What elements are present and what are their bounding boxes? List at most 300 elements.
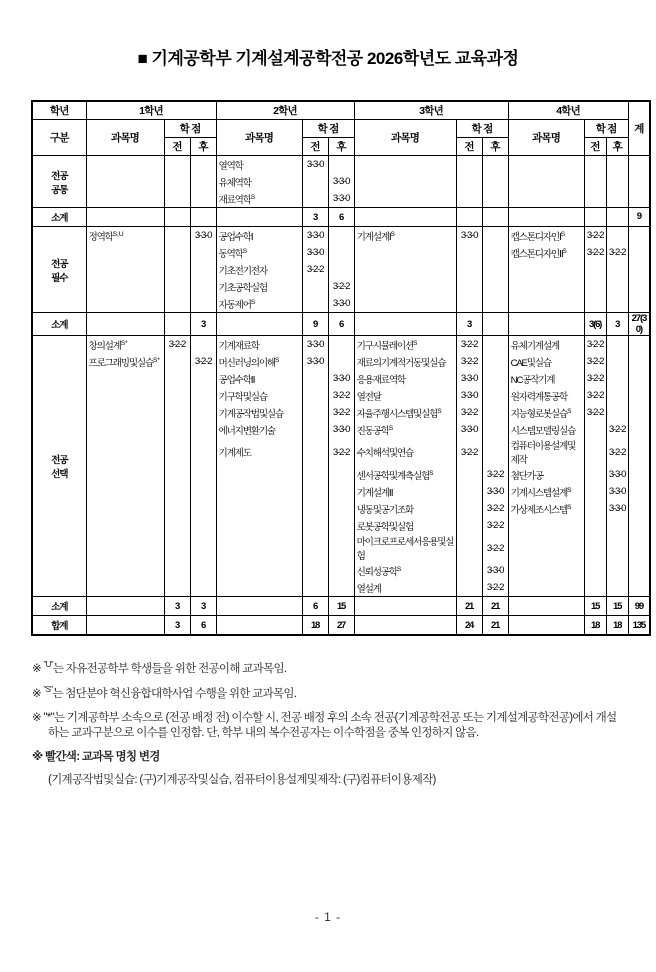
credit-second-cell (482, 173, 508, 190)
credit-second-cell (328, 579, 354, 597)
credit-second-cell (482, 156, 508, 174)
course-name: 기초전기전자 (218, 265, 267, 277)
credit-first-cell (164, 562, 190, 579)
credit-second-cell (190, 466, 216, 483)
course-name-cell (86, 562, 164, 579)
credit-first-cell (302, 190, 328, 208)
course-row (32, 370, 650, 387)
grand-total-row-first-y1: 3 (164, 616, 190, 636)
subtotal-row-second-y4: 15 (606, 597, 628, 616)
course-marker: S,U (112, 230, 124, 238)
credit-first-cell: 3-2-2 (456, 353, 482, 370)
course-marker: S (396, 565, 402, 573)
header-category-label: 구분 (32, 120, 86, 156)
credit-second-cell (190, 500, 216, 517)
course-name-cell (86, 421, 164, 438)
credit-first-cell: 3-2-2 (584, 387, 606, 404)
credit-second-cell (606, 336, 628, 354)
subtotal-row-first-y4: 15 (584, 597, 606, 616)
grand-total-row-second-y3: 21 (482, 616, 508, 636)
course-name-cell (508, 534, 584, 562)
credit-first-cell (164, 483, 190, 500)
credit-second-cell (482, 404, 508, 421)
course-name: 기계설계Ⅰ (356, 231, 391, 243)
category-line: 공통 (51, 184, 68, 196)
course-name-cell (508, 353, 584, 370)
header-credit-label-3: 학 점 (456, 120, 508, 138)
credit-first-cell: 3-2-2 (584, 370, 606, 387)
course-name-cell (354, 483, 456, 500)
course-name-cell (216, 483, 302, 500)
course-name: 재료의기계적거동및실습 (356, 357, 446, 369)
course-name: 컴퓨터이용설계및제작 (510, 441, 576, 467)
credit-first-cell (584, 190, 606, 208)
credit-second-cell (606, 190, 628, 208)
header-year-label: 학년 (32, 101, 86, 120)
subtotal-row-first-y4: 3(6) (584, 313, 606, 336)
course-marker: S* (120, 339, 128, 347)
course-name-cell (216, 227, 302, 245)
course-marker: S (560, 230, 565, 238)
footnote-line (32, 685, 626, 702)
credit-first-cell (164, 387, 190, 404)
course-row (32, 278, 650, 295)
course-name: 캡스톤디자인Ⅰ (510, 231, 561, 243)
credit-second-cell (482, 190, 508, 208)
credit-second-cell: 3-2-2 (606, 438, 628, 466)
credit-first-cell (164, 466, 190, 483)
course-name: 수치해석및연습 (356, 448, 414, 460)
credit-first-cell (302, 579, 328, 597)
credit-first-cell (302, 466, 328, 483)
credit-first-cell: 3-3-0 (302, 156, 328, 174)
credit-first-cell (302, 278, 328, 295)
header-course-label-3: 과목명 (354, 120, 456, 156)
course-name-cell (216, 562, 302, 579)
credit-second-cell (328, 517, 354, 534)
course-name-cell (216, 579, 302, 597)
credit-first-cell: 3-2-2 (302, 261, 328, 278)
credit-first-cell (584, 517, 606, 534)
course-name: 기구시뮬레이션 (356, 340, 414, 352)
course-name-cell (508, 244, 584, 261)
credit-first-cell (456, 517, 482, 534)
course-name: 정역학 (88, 231, 113, 243)
course-name-cell (354, 336, 456, 354)
header-second-sem-4: 후 (606, 138, 628, 156)
credit-first-cell (302, 370, 328, 387)
credit-second-cell (606, 404, 628, 421)
credit-first-cell (302, 534, 328, 562)
course-name-cell (216, 190, 302, 208)
course-row (32, 466, 650, 483)
credit-first-cell (584, 156, 606, 174)
credit-second-cell (190, 517, 216, 534)
subtotal-row-spacer-y3 (354, 597, 456, 616)
credit-first-cell (456, 278, 482, 295)
course-name-cell (508, 404, 584, 421)
credit-second-cell (328, 244, 354, 261)
grand-total-row-label: 합계 (32, 616, 86, 636)
credit-first-cell (164, 190, 190, 208)
subtotal-row-spacer-y2 (216, 313, 302, 336)
course-name: 로봇공학및실험 (356, 521, 414, 533)
credit-second-cell (606, 261, 628, 278)
credit-first-cell: 3-2-2 (584, 244, 606, 261)
course-name-cell (86, 466, 164, 483)
credit-second-cell (190, 295, 216, 313)
course-name-cell (216, 278, 302, 295)
credit-first-cell (164, 261, 190, 278)
course-marker: S (242, 247, 248, 255)
course-name: 창의설계 (88, 340, 121, 352)
subtotal-row-spacer-y4 (508, 313, 584, 336)
credit-first-cell (584, 483, 606, 500)
grand-total-row-second-y2: 27 (328, 616, 354, 636)
header-second-sem-3: 후 (482, 138, 508, 156)
header-credit-label-1: 학 점 (164, 120, 216, 138)
credit-first-cell: 3-3-0 (456, 227, 482, 245)
credit-second-cell: 3-3-0 (328, 370, 354, 387)
course-marker: S (429, 469, 434, 477)
course-name-cell (354, 173, 456, 190)
credit-second-cell (190, 387, 216, 404)
credit-first-cell (164, 353, 190, 370)
course-name: 공업수학Ⅱ (218, 374, 255, 386)
footnote-text: (기계공작법및실습: (구)기계공작및실습, 컴퓨터이용설계및제작: (구)컴퓨터이용제작) (48, 774, 436, 787)
course-name-cell (86, 404, 164, 421)
header-row-credit (32, 120, 650, 138)
grand-total-row-spacer-y1 (86, 616, 164, 636)
category-cell (32, 156, 86, 208)
credit-second-cell (606, 278, 628, 295)
credit-first-cell: 3-2-2 (456, 404, 482, 421)
credit-first-cell: 3-3-0 (302, 227, 328, 245)
course-name-cell (508, 278, 584, 295)
course-name: NC공작기계 (510, 374, 555, 386)
credit-first-cell (164, 421, 190, 438)
course-name: 동역학 (218, 248, 243, 260)
course-marker: S (275, 356, 280, 364)
subtotal-row-label: 소계 (32, 597, 86, 616)
course-row (32, 517, 650, 534)
course-row (32, 387, 650, 404)
course-row (32, 438, 650, 466)
course-row (32, 500, 650, 517)
course-name: 기구학및실습 (218, 391, 267, 403)
credit-second-cell (328, 466, 354, 483)
credit-second-cell (482, 370, 508, 387)
course-name-cell (354, 156, 456, 174)
subtotal-row-first-y3: 3 (456, 313, 482, 336)
header-course-label-4: 과목명 (508, 120, 584, 156)
subtotal-row-second-y4 (606, 208, 628, 227)
course-name-cell (86, 370, 164, 387)
course-name: 마이크로프로세서응용및실험 (356, 537, 454, 563)
course-name-cell (354, 421, 456, 438)
footnote-line (32, 773, 626, 789)
credit-second-cell (606, 173, 628, 190)
credit-second-cell: 3-2-2 (482, 579, 508, 597)
course-row (32, 261, 650, 278)
course-name-cell (354, 438, 456, 466)
credit-first-cell (302, 173, 328, 190)
credit-first-cell (302, 387, 328, 404)
credit-first-cell (456, 500, 482, 517)
credit-second-cell: 3-3-0 (190, 227, 216, 245)
subtotal-row-first-y2: 6 (302, 597, 328, 616)
header-course-label-2: 과목명 (216, 120, 302, 156)
course-name: 열설계 (356, 583, 381, 595)
course-name: 기계설계Ⅱ (356, 487, 393, 499)
course-name: 냉동및공기조화 (356, 504, 414, 516)
course-marker: S* (153, 356, 160, 364)
footnote-text: "*"는 기계공학부 소속으로 (전공 배정 전) 이수할 시, 전공 배정 후의 소속 전공(기계공학전공 또는 기계설계공학전공)에서 개설하는 교과구분으로 이수를 인정함. 단, 학부 내의 복수전공자는 이수학점을 중복 인정하지 않음. (43, 711, 617, 740)
curriculum-table (31, 100, 651, 636)
page-title: ■ 기계공학부 기계설계공학전공 2026학년도 교육과정 (137, 49, 519, 68)
credit-first-cell (584, 295, 606, 313)
header-credit-label-2: 학 점 (302, 120, 354, 138)
footnote-marker: ※ (32, 662, 44, 675)
subtotal-row-second-y3 (482, 313, 508, 336)
category-line: 선택 (51, 469, 68, 481)
grand-total-row-spacer-y3 (354, 616, 456, 636)
course-name: 가상제조시스템 (510, 504, 568, 516)
subtotal-row-first-y1: 3 (164, 597, 190, 616)
subtotal-row (32, 597, 650, 616)
credit-first-cell (164, 517, 190, 534)
course-row (32, 483, 650, 500)
grand-total-row (32, 616, 650, 636)
header-first-sem-3: 전 (456, 138, 482, 156)
course-name: 신뢰성공학 (356, 566, 397, 578)
credit-second-cell: 3-2-2 (482, 517, 508, 534)
credit-first-cell (456, 190, 482, 208)
credit-first-cell (302, 295, 328, 313)
subtotal-row-second-y1 (190, 208, 216, 227)
course-row (32, 173, 650, 190)
course-marker: S (388, 424, 394, 432)
credit-second-cell (606, 353, 628, 370)
header-year-1: 1학년 (86, 101, 216, 120)
credit-second-cell (190, 261, 216, 278)
credit-first-cell: 3-2-2 (584, 353, 606, 370)
credit-first-cell (164, 156, 190, 174)
subtotal-row-first-y1 (164, 313, 190, 336)
course-name-cell (216, 466, 302, 483)
course-name-cell (216, 404, 302, 421)
section-total-cell (628, 336, 650, 597)
subtotal-row-second-y2: 6 (328, 208, 354, 227)
course-name-cell (354, 534, 456, 562)
course-marker: S (567, 486, 572, 494)
header-first-sem-1: 전 (164, 138, 190, 156)
course-name: 자동제어 (218, 299, 251, 311)
course-name: 기계제도 (218, 448, 251, 460)
credit-first-cell: 3-2-2 (584, 336, 606, 354)
grand-total-row-first-y3: 24 (456, 616, 482, 636)
category-cell (32, 227, 86, 313)
course-name: 열전달 (356, 391, 381, 403)
header-year-4: 4학년 (508, 101, 628, 120)
credit-first-cell: 3-2-2 (584, 227, 606, 245)
course-name-cell (86, 295, 164, 313)
credit-second-cell (190, 244, 216, 261)
credit-second-cell (190, 173, 216, 190)
header-year-3: 3학년 (354, 101, 508, 120)
course-name-cell (508, 336, 584, 354)
credit-first-cell (302, 500, 328, 517)
credit-second-cell (328, 353, 354, 370)
course-name: 원자력계통공학 (510, 391, 568, 403)
credit-first-cell: 3-3-0 (302, 353, 328, 370)
course-name-cell (216, 244, 302, 261)
credit-second-cell (190, 156, 216, 174)
subtotal-row-second-y2: 15 (328, 597, 354, 616)
credit-first-cell (584, 421, 606, 438)
course-name-cell (216, 517, 302, 534)
subtotal-row-first-y4 (584, 208, 606, 227)
course-name-cell (354, 466, 456, 483)
subtotal-row-second-y3 (482, 208, 508, 227)
course-name: 재료역학 (218, 194, 251, 206)
credit-second-cell (328, 500, 354, 517)
credit-second-cell (482, 278, 508, 295)
credit-second-cell (606, 387, 628, 404)
course-name-cell (354, 261, 456, 278)
course-row (32, 404, 650, 421)
credit-second-cell: 3-3-0 (482, 483, 508, 500)
course-name-cell (354, 190, 456, 208)
credit-first-cell (164, 438, 190, 466)
header-credit-label-4: 학 점 (584, 120, 628, 138)
subtotal-row-spacer-y2 (216, 208, 302, 227)
course-name-cell (86, 579, 164, 597)
credit-second-cell (190, 370, 216, 387)
course-row (32, 353, 650, 370)
credit-first-cell (456, 483, 482, 500)
course-name-cell (216, 534, 302, 562)
course-name: 기계시스템설계 (510, 487, 568, 499)
credit-second-cell: 3-2-2 (606, 421, 628, 438)
course-name: 첨단가공 (510, 470, 543, 482)
course-name: 지능형로봇실습 (510, 408, 568, 420)
subtotal-row-first-y2: 3 (302, 208, 328, 227)
subtotal-row-second-y4: 3 (606, 313, 628, 336)
credit-first-cell (584, 173, 606, 190)
credit-first-cell (584, 534, 606, 562)
course-name-cell (508, 562, 584, 579)
credit-second-cell (606, 534, 628, 562)
credit-first-cell (456, 466, 482, 483)
course-name-cell (354, 500, 456, 517)
category-line: 전공 (51, 170, 68, 182)
course-marker: S (250, 193, 256, 201)
credit-first-cell (164, 500, 190, 517)
credit-first-cell (584, 562, 606, 579)
subtotal-row-total: 27(30) (628, 313, 650, 336)
credit-first-cell (456, 244, 482, 261)
credit-first-cell (456, 261, 482, 278)
credit-first-cell (456, 156, 482, 174)
subtotal-row-first-y3: 21 (456, 597, 482, 616)
credit-second-cell (190, 438, 216, 466)
course-marker: S (437, 407, 442, 415)
subtotal-row-spacer-y2 (216, 597, 302, 616)
course-name: 기계재료학 (218, 340, 259, 352)
grand-total-row-first-y4: 18 (584, 616, 606, 636)
course-name: 기초공학실험 (218, 282, 267, 294)
footnote-line (32, 711, 626, 742)
course-name-cell (216, 261, 302, 278)
course-name-cell (354, 353, 456, 370)
credit-first-cell (456, 579, 482, 597)
course-row (32, 534, 650, 562)
subtotal-row-spacer-y1 (86, 597, 164, 616)
course-row (32, 156, 650, 174)
credit-second-cell (482, 387, 508, 404)
credit-second-cell (606, 562, 628, 579)
credit-second-cell (328, 336, 354, 354)
credit-second-cell (606, 579, 628, 597)
course-name: 에너지변환기술 (218, 425, 276, 437)
footnote-marker: ※ (32, 750, 45, 763)
credit-second-cell: 3-3-0 (328, 295, 354, 313)
subtotal-row-first-y1 (164, 208, 190, 227)
course-name-cell (216, 387, 302, 404)
category-line: 전공 (51, 455, 68, 467)
subtotal-row-total: 9 (628, 208, 650, 227)
credit-first-cell (164, 227, 190, 245)
footnote-line (32, 660, 626, 677)
credit-first-cell (456, 295, 482, 313)
course-name-cell (86, 278, 164, 295)
credit-first-cell (584, 261, 606, 278)
course-name-cell (86, 353, 164, 370)
credit-second-cell: 3-2-2 (482, 500, 508, 517)
course-name-cell (216, 295, 302, 313)
credit-first-cell: 3-3-0 (456, 421, 482, 438)
credit-second-cell: 3-3-0 (606, 500, 628, 517)
course-name-cell (354, 295, 456, 313)
credit-second-cell (482, 295, 508, 313)
subtotal-row-second-y1: 3 (190, 313, 216, 336)
subtotal-row-spacer-y1 (86, 208, 164, 227)
course-name-cell (508, 156, 584, 174)
credit-first-cell: 3-3-0 (302, 336, 328, 354)
course-marker: S (567, 503, 572, 511)
credit-first-cell (584, 438, 606, 466)
credit-second-cell (482, 244, 508, 261)
course-name-cell (86, 190, 164, 208)
category-cell (32, 336, 86, 597)
course-name: 기계공작법및실습 (218, 408, 284, 420)
course-name-cell (508, 466, 584, 483)
subtotal-row-spacer-y3 (354, 313, 456, 336)
course-name-cell (354, 404, 456, 421)
course-name-cell (508, 190, 584, 208)
course-name-cell (354, 562, 456, 579)
credit-second-cell: 3-2-2 (328, 438, 354, 466)
credit-first-cell: 3-2-2 (164, 336, 190, 354)
course-name-cell (86, 438, 164, 466)
course-name-cell (86, 156, 164, 174)
credit-second-cell: 3-3-0 (328, 421, 354, 438)
credit-second-cell: 3-2-2 (482, 466, 508, 483)
grand-total-row-second-y1: 6 (190, 616, 216, 636)
credit-first-cell: 3-3-0 (302, 244, 328, 261)
course-name-cell (216, 173, 302, 190)
